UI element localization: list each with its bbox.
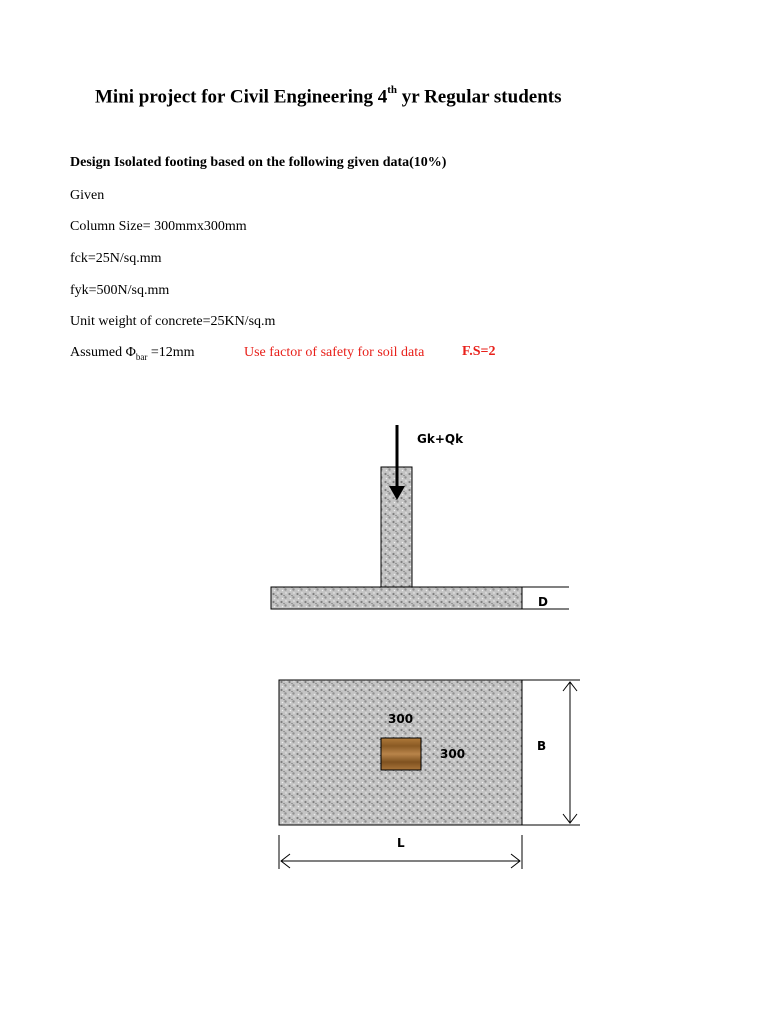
fyk-value: fyk=500N/sq.mm (70, 283, 170, 298)
task-heading: Design Isolated footing based on the following given data(10%) (70, 155, 447, 170)
length-label: L (397, 836, 405, 850)
column-plan (381, 738, 421, 770)
assumed-bar: Assumed $\Phi_{bar} =12mm$ (70, 345, 195, 362)
breadth-label: B (537, 739, 547, 753)
factor-of-safety: F.S=2 (462, 344, 496, 359)
column-size: Column Size= 300mmx300mm (70, 219, 247, 234)
depth-label: D (538, 595, 548, 609)
safety-note: Use factor of safety for soil data (244, 345, 425, 360)
page-title: Mini project for Civil Engineering 4th yr Regular students (95, 84, 562, 108)
load-label: Gk+Qk (417, 432, 464, 446)
fck-value: fck=25N/sq.mm (70, 251, 162, 266)
footing-elevation (271, 587, 522, 609)
column-width-label: 300 (388, 712, 414, 726)
column-depth-label: 300 (440, 747, 466, 761)
unit-weight: Unit weight of concrete=25KN/sq.m (70, 314, 276, 329)
given-label: Given (70, 188, 105, 203)
